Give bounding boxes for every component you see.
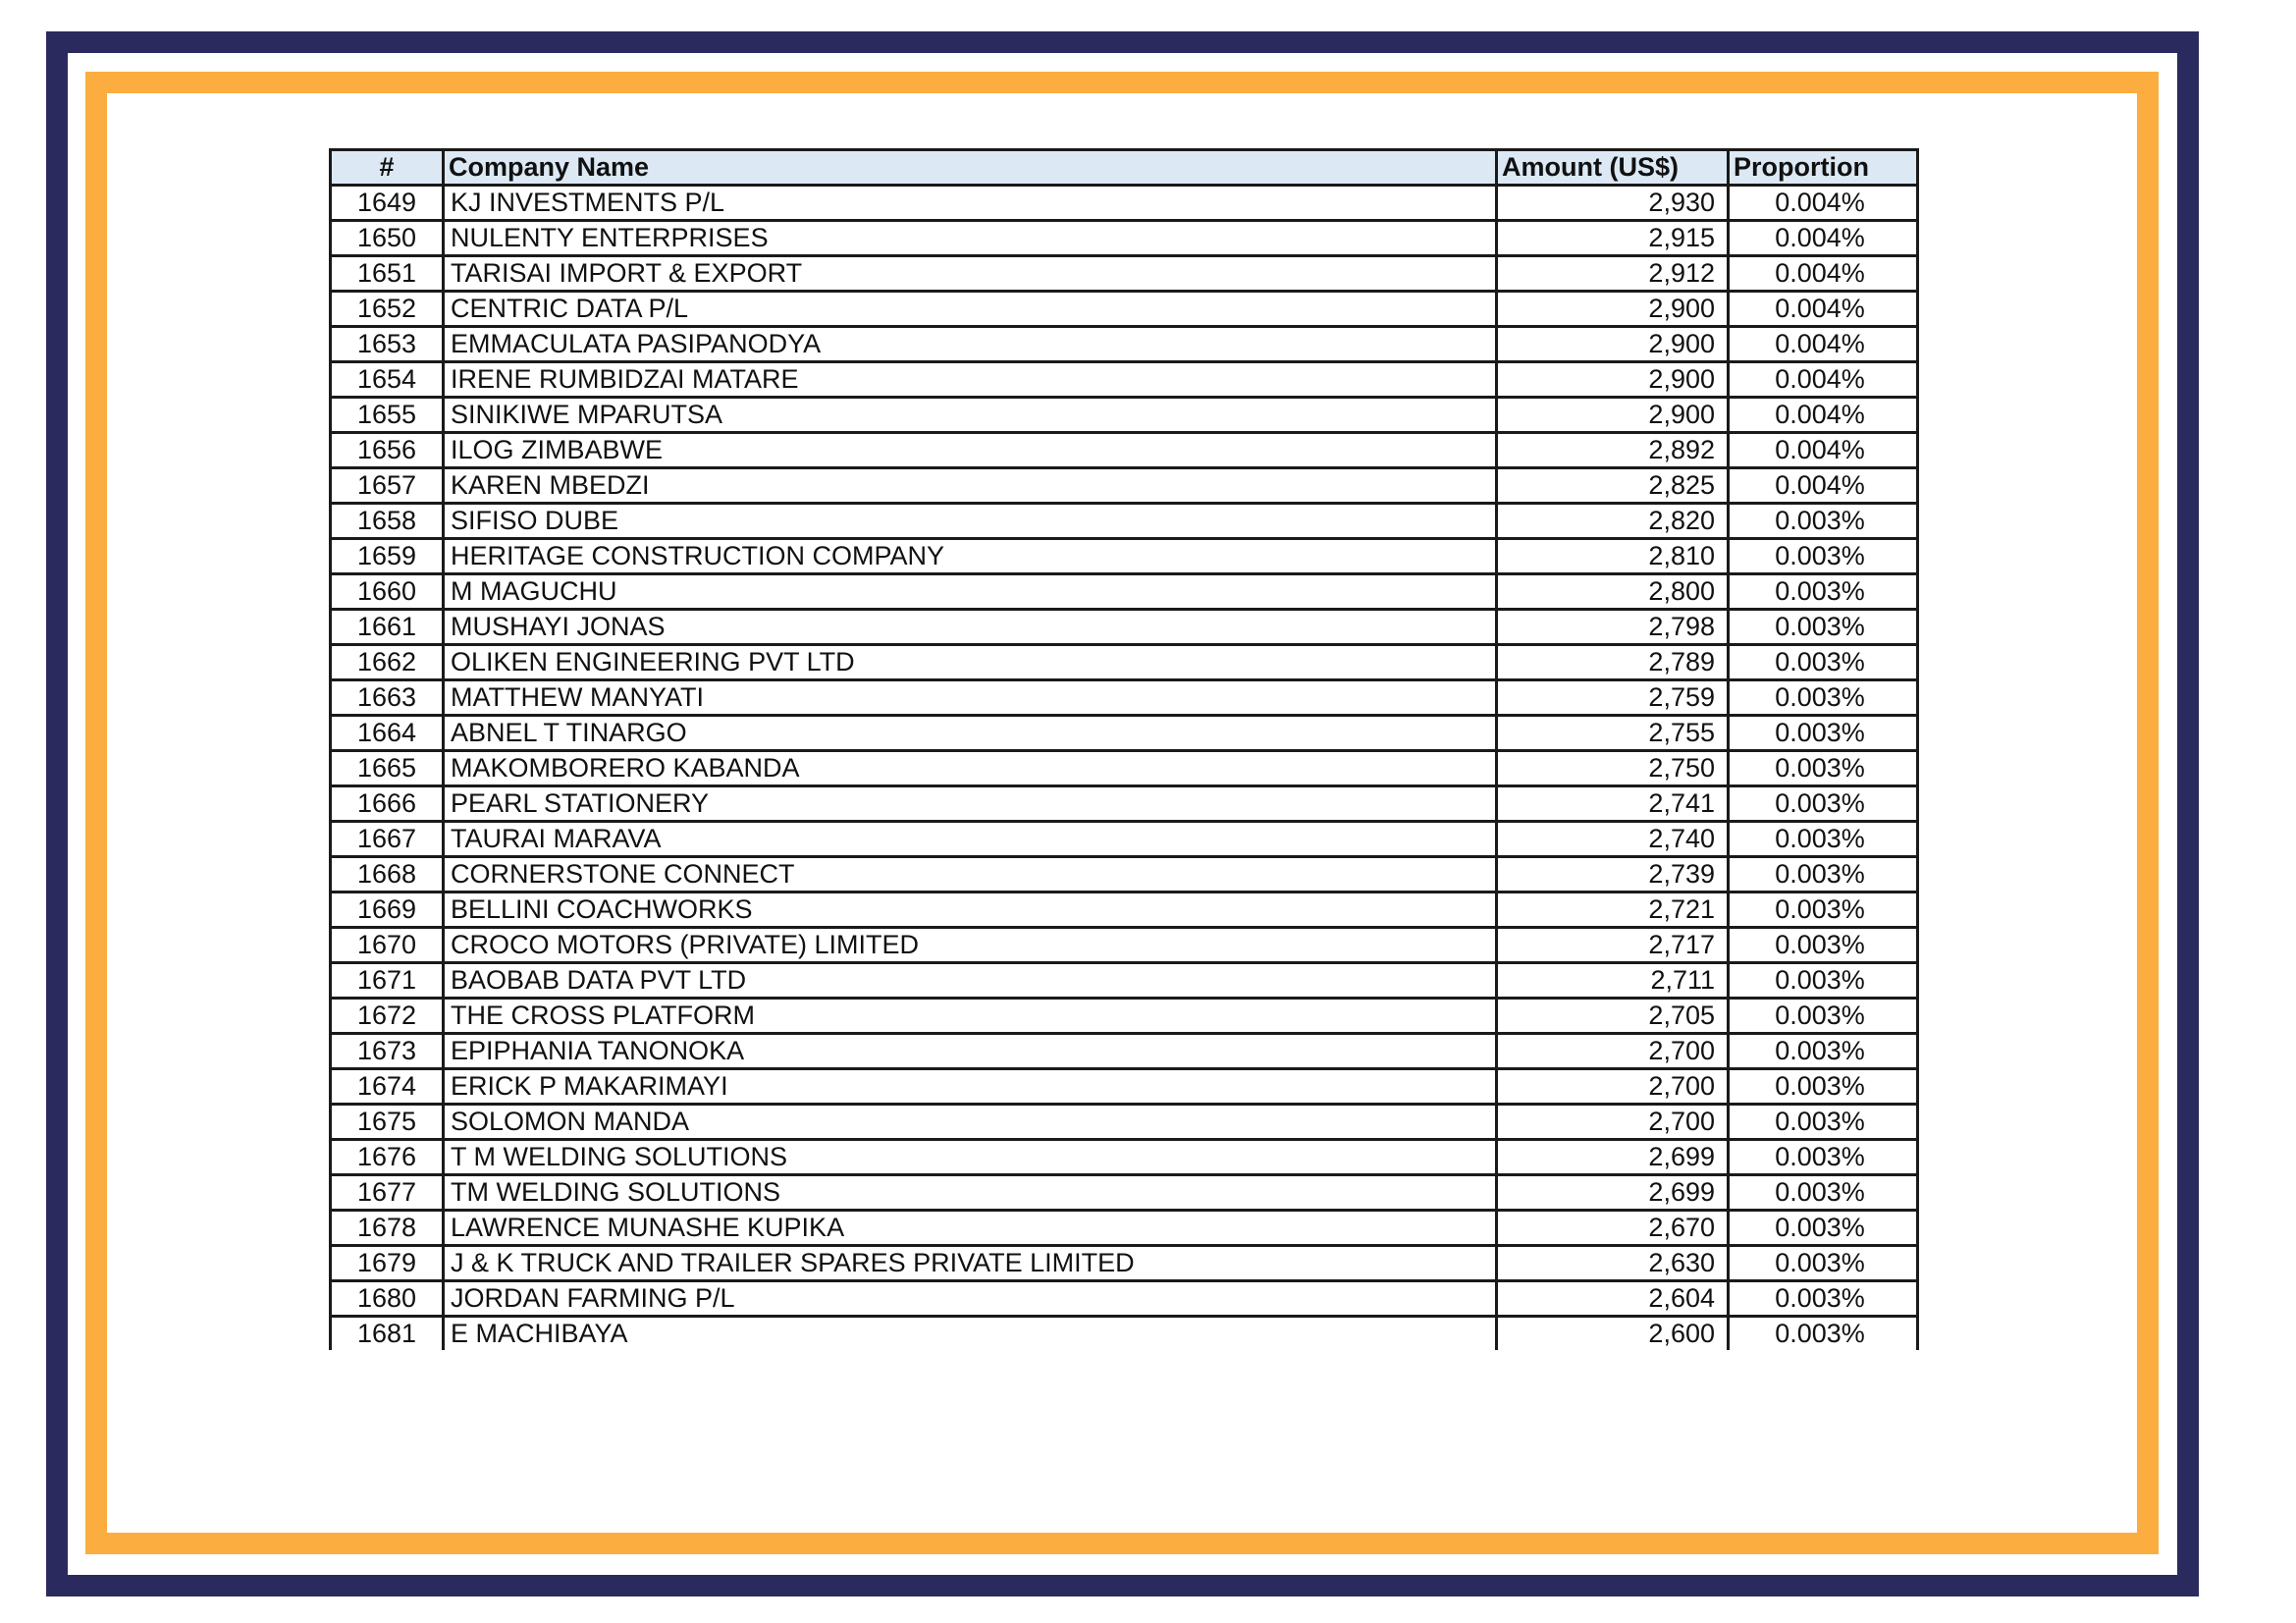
company-name: E MACHIBAYA [444, 1317, 1497, 1351]
amount: 2,798 [1497, 610, 1729, 645]
company-name: HERITAGE CONSTRUCTION COMPANY [444, 539, 1497, 574]
proportion: 0.004% [1729, 362, 1918, 398]
row-number: 1674 [331, 1069, 444, 1105]
amount: 2,739 [1497, 857, 1729, 893]
proportion: 0.003% [1729, 786, 1918, 822]
table-row [331, 1246, 1918, 1281]
company-amounts-table [329, 148, 1919, 1350]
amount: 2,700 [1497, 1069, 1729, 1105]
table-row [331, 398, 1918, 433]
company-name: SOLOMON MANDA [444, 1105, 1497, 1140]
amount: 2,892 [1497, 433, 1729, 468]
amount: 2,755 [1497, 716, 1729, 751]
row-number: 1664 [331, 716, 444, 751]
company-name: MUSHAYI JONAS [444, 610, 1497, 645]
amount: 2,900 [1497, 362, 1729, 398]
table-header-row [331, 150, 1918, 186]
proportion: 0.004% [1729, 292, 1918, 327]
row-number: 1659 [331, 539, 444, 574]
table-row [331, 186, 1918, 221]
proportion: 0.003% [1729, 857, 1918, 893]
row-number: 1661 [331, 610, 444, 645]
table-row [331, 963, 1918, 999]
proportion: 0.004% [1729, 468, 1918, 504]
proportion: 0.003% [1729, 963, 1918, 999]
proportion: 0.003% [1729, 1069, 1918, 1105]
amount: 2,699 [1497, 1140, 1729, 1175]
table-row [331, 256, 1918, 292]
table-row [331, 751, 1918, 786]
amount: 2,700 [1497, 1034, 1729, 1069]
row-number: 1668 [331, 857, 444, 893]
header-number: # [331, 150, 444, 186]
company-name: SINIKIWE MPARUTSA [444, 398, 1497, 433]
table-row [331, 1069, 1918, 1105]
amount: 2,741 [1497, 786, 1729, 822]
company-name: TM WELDING SOLUTIONS [444, 1175, 1497, 1211]
company-name: TAURAI MARAVA [444, 822, 1497, 857]
proportion: 0.003% [1729, 1317, 1918, 1351]
row-number: 1652 [331, 292, 444, 327]
amount: 2,705 [1497, 999, 1729, 1034]
amount: 2,717 [1497, 928, 1729, 963]
company-name: BAOBAB DATA PVT LTD [444, 963, 1497, 999]
proportion: 0.003% [1729, 928, 1918, 963]
row-number: 1666 [331, 786, 444, 822]
row-number: 1655 [331, 398, 444, 433]
company-name: THE CROSS PLATFORM [444, 999, 1497, 1034]
company-name: CENTRIC DATA P/L [444, 292, 1497, 327]
proportion: 0.003% [1729, 893, 1918, 928]
row-number: 1656 [331, 433, 444, 468]
table-row [331, 1211, 1918, 1246]
table-row [331, 928, 1918, 963]
amount: 2,930 [1497, 186, 1729, 221]
company-name: NULENTY ENTERPRISES [444, 221, 1497, 256]
table-row [331, 221, 1918, 256]
header-company-name: Company Name [444, 150, 1497, 186]
company-name: M MAGUCHU [444, 574, 1497, 610]
row-number: 1654 [331, 362, 444, 398]
row-number: 1679 [331, 1246, 444, 1281]
proportion: 0.003% [1729, 822, 1918, 857]
amount: 2,810 [1497, 539, 1729, 574]
proportion: 0.003% [1729, 680, 1918, 716]
company-name: LAWRENCE MUNASHE KUPIKA [444, 1211, 1497, 1246]
proportion: 0.003% [1729, 1105, 1918, 1140]
proportion: 0.003% [1729, 1211, 1918, 1246]
amount: 2,900 [1497, 327, 1729, 362]
proportion: 0.003% [1729, 610, 1918, 645]
proportion: 0.003% [1729, 645, 1918, 680]
company-name: ABNEL T TINARGO [444, 716, 1497, 751]
proportion: 0.003% [1729, 1140, 1918, 1175]
amount: 2,900 [1497, 398, 1729, 433]
row-number: 1681 [331, 1317, 444, 1351]
header-proportion: Proportion [1729, 150, 1918, 186]
amount: 2,825 [1497, 468, 1729, 504]
table-row [331, 1140, 1918, 1175]
table-row [331, 786, 1918, 822]
amount: 2,800 [1497, 574, 1729, 610]
table-row [331, 645, 1918, 680]
company-name: EPIPHANIA TANONOKA [444, 1034, 1497, 1069]
proportion: 0.003% [1729, 1175, 1918, 1211]
row-number: 1680 [331, 1281, 444, 1317]
row-number: 1650 [331, 221, 444, 256]
proportion: 0.003% [1729, 999, 1918, 1034]
amount: 2,630 [1497, 1246, 1729, 1281]
amount: 2,700 [1497, 1105, 1729, 1140]
table-row [331, 893, 1918, 928]
company-name: ILOG ZIMBABWE [444, 433, 1497, 468]
amount: 2,670 [1497, 1211, 1729, 1246]
row-number: 1677 [331, 1175, 444, 1211]
table-row [331, 539, 1918, 574]
table-body [331, 186, 1918, 1351]
table-row [331, 999, 1918, 1034]
table-row [331, 292, 1918, 327]
table-row [331, 433, 1918, 468]
row-number: 1658 [331, 504, 444, 539]
company-name: ERICK P MAKARIMAYI [444, 1069, 1497, 1105]
table-row [331, 857, 1918, 893]
amount: 2,912 [1497, 256, 1729, 292]
proportion: 0.004% [1729, 398, 1918, 433]
amount: 2,759 [1497, 680, 1729, 716]
table-row [331, 716, 1918, 751]
company-name: PEARL STATIONERY [444, 786, 1497, 822]
amount: 2,699 [1497, 1175, 1729, 1211]
amount: 2,604 [1497, 1281, 1729, 1317]
company-name: BELLINI COACHWORKS [444, 893, 1497, 928]
table-row [331, 680, 1918, 716]
company-name: CROCO MOTORS (PRIVATE) LIMITED [444, 928, 1497, 963]
amount: 2,721 [1497, 893, 1729, 928]
row-number: 1678 [331, 1211, 444, 1246]
proportion: 0.004% [1729, 256, 1918, 292]
row-number: 1671 [331, 963, 444, 999]
proportion: 0.003% [1729, 504, 1918, 539]
table-row [331, 504, 1918, 539]
row-number: 1675 [331, 1105, 444, 1140]
table-row [331, 1034, 1918, 1069]
proportion: 0.003% [1729, 574, 1918, 610]
amount: 2,915 [1497, 221, 1729, 256]
row-number: 1672 [331, 999, 444, 1034]
proportion: 0.004% [1729, 221, 1918, 256]
proportion: 0.004% [1729, 186, 1918, 221]
table-row [331, 468, 1918, 504]
amount: 2,820 [1497, 504, 1729, 539]
header-amount: Amount (US$) [1497, 150, 1729, 186]
company-name: MATTHEW MANYATI [444, 680, 1497, 716]
row-number: 1649 [331, 186, 444, 221]
company-name: J & K TRUCK AND TRAILER SPARES PRIVATE LIMITED [444, 1246, 1497, 1281]
amount: 2,600 [1497, 1317, 1729, 1351]
proportion: 0.003% [1729, 539, 1918, 574]
row-number: 1670 [331, 928, 444, 963]
row-number: 1663 [331, 680, 444, 716]
company-name: KJ INVESTMENTS P/L [444, 186, 1497, 221]
row-number: 1653 [331, 327, 444, 362]
company-name: MAKOMBORERO KABANDA [444, 751, 1497, 786]
proportion: 0.004% [1729, 327, 1918, 362]
row-number: 1669 [331, 893, 444, 928]
table-row [331, 362, 1918, 398]
amount: 2,750 [1497, 751, 1729, 786]
company-name: TARISAI IMPORT & EXPORT [444, 256, 1497, 292]
row-number: 1667 [331, 822, 444, 857]
table-row [331, 1281, 1918, 1317]
proportion: 0.004% [1729, 433, 1918, 468]
proportion: 0.003% [1729, 1281, 1918, 1317]
proportion: 0.003% [1729, 716, 1918, 751]
company-name: IRENE RUMBIDZAI MATARE [444, 362, 1497, 398]
row-number: 1662 [331, 645, 444, 680]
company-name: JORDAN FARMING P/L [444, 1281, 1497, 1317]
table-row [331, 327, 1918, 362]
amount: 2,900 [1497, 292, 1729, 327]
table-row [331, 610, 1918, 645]
row-number: 1651 [331, 256, 444, 292]
amount: 2,740 [1497, 822, 1729, 857]
proportion: 0.003% [1729, 751, 1918, 786]
row-number: 1676 [331, 1140, 444, 1175]
table-row [331, 1105, 1918, 1140]
company-name: KAREN MBEDZI [444, 468, 1497, 504]
table-row [331, 822, 1918, 857]
table-row [331, 574, 1918, 610]
proportion: 0.003% [1729, 1034, 1918, 1069]
company-name: EMMACULATA PASIPANODYA [444, 327, 1497, 362]
company-name: SIFISO DUBE [444, 504, 1497, 539]
row-number: 1673 [331, 1034, 444, 1069]
amount: 2,711 [1497, 963, 1729, 999]
company-name: CORNERSTONE CONNECT [444, 857, 1497, 893]
proportion: 0.003% [1729, 1246, 1918, 1281]
row-number: 1660 [331, 574, 444, 610]
table-row [331, 1317, 1918, 1351]
row-number: 1665 [331, 751, 444, 786]
company-name: OLIKEN ENGINEERING PVT LTD [444, 645, 1497, 680]
row-number: 1657 [331, 468, 444, 504]
table-row [331, 1175, 1918, 1211]
amount: 2,789 [1497, 645, 1729, 680]
company-name: T M WELDING SOLUTIONS [444, 1140, 1497, 1175]
